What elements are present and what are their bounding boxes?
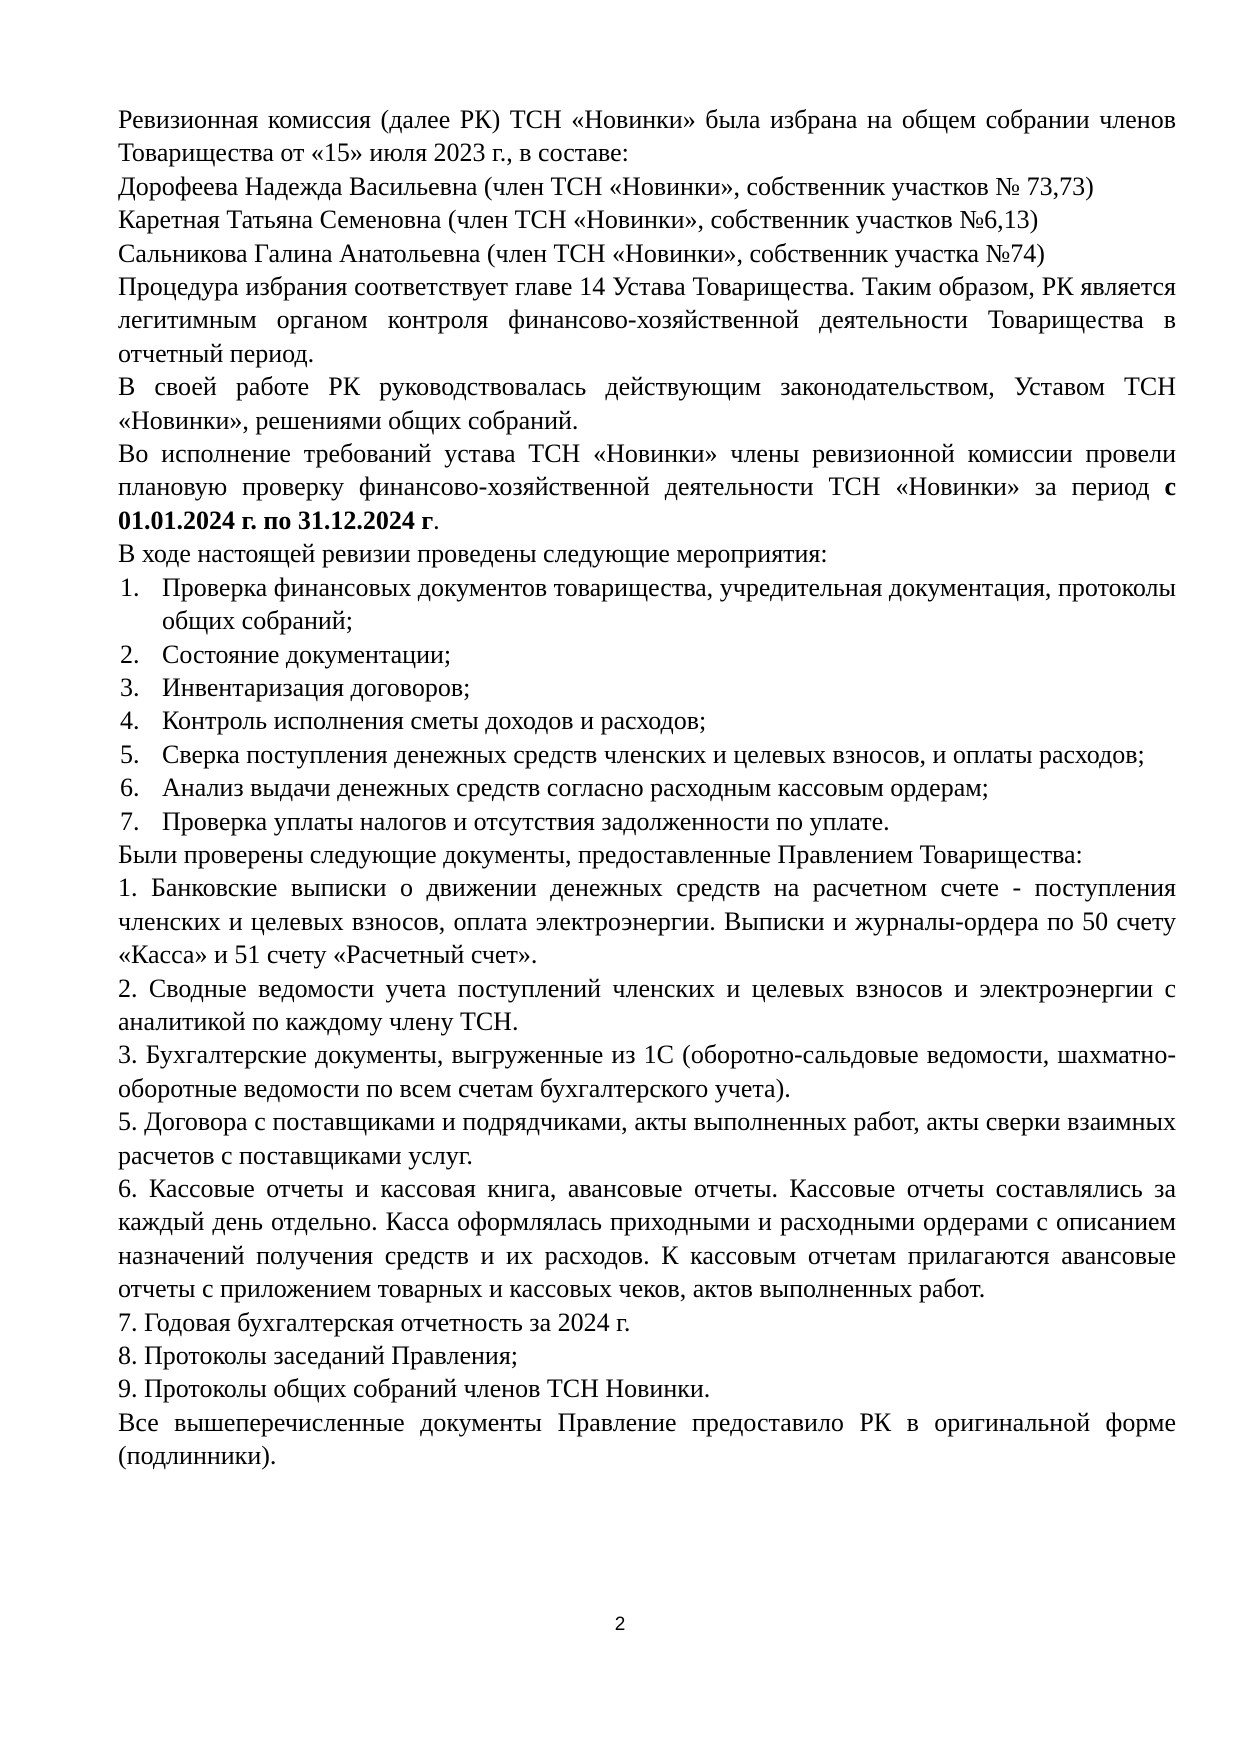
list-item-number: 3.: [120, 672, 140, 702]
document-item-3: 3. Бухгалтерские документы, выгруженные из 1С (оборотно-сальдовые ведомости, шахматно-оборотные ведомости по всем счетам бухгалтерского учета).: [118, 1040, 1176, 1103]
list-item-text: Сверка поступления денежных средств членских и целевых взносов, и оплаты расходов;: [162, 739, 1145, 769]
procedure-paragraph: Процедура избрания соответствует главе 14 Устава Товарищества. Таким образом, РК является легитимным органом контроля финансово-хозяйственной деятельности Товарищества в отчетный период.: [118, 272, 1176, 368]
member-dorofeeva: Дорофеева Надежда Васильевна (член ТСН «Новинки», собственник участков № 73,73): [118, 171, 1094, 201]
list-item-number: 2.: [120, 639, 140, 669]
document-page: [118, 103, 1176, 1473]
document-item-7: 7. Годовая бухгалтерская отчетность за 2024 г.: [118, 1307, 631, 1337]
document-item-6: 6. Кассовые отчеты и кассовая книга, авансовые отчеты. Кассовые отчеты составлялись за каждый день отдельно. Касса оформлялась приходными и расходными ордерами с описанием назначений получения средств и их расходов. К кассовым отчетам прилагаются авансовые отчеты с приложением товарных и кассовых чеков, актов выполненных работ.: [118, 1174, 1176, 1304]
list-item-text: Контроль исполнения сметы доходов и расходов;: [162, 706, 707, 736]
member-karetnaya: Каретная Татьяна Семеновна (член ТСН «Новинки», собственник участков №6,13): [118, 205, 1039, 235]
audit-text-prefix: Во исполнение требований устава ТСН «Новинки» члены ревизионной комиссии провели плановую проверку финансово-хозяйственной деятельности ТСН «Новинки» за период: [118, 439, 1176, 502]
list-item: [118, 671, 1176, 704]
document-item-9: 9. Протоколы общих собраний членов ТСН Новинки.: [118, 1374, 711, 1404]
list-item-text: Анализ выдачи денежных средств согласно расходным кассовым ордерам;: [162, 773, 989, 803]
member-salnikova: Сальникова Галина Анатольевна (член ТСН «Новинки», собственник участка №74): [118, 238, 1045, 268]
guided-paragraph: В своей работе РК руководствовалась действующим законодательством, Уставом ТСН «Новинки», решениями общих собраний.: [118, 372, 1176, 435]
audit-paragraph: [118, 437, 1176, 537]
activities-list: [118, 571, 1176, 838]
document-item-5: 5. Договора с поставщиками и подрядчиками, акты выполненных работ, акты сверки взаимных расчетов с поставщиками услуг.: [118, 1107, 1176, 1170]
list-item: [118, 738, 1176, 771]
list-item: [118, 638, 1176, 671]
list-item-number: 1.: [120, 572, 140, 602]
list-item: [118, 771, 1176, 804]
list-item-text: Проверка финансовых документов товарищества, учредительная документация, протоколы общих собраний;: [162, 572, 1176, 636]
list-item-text: Состояние документации;: [162, 639, 452, 669]
list-item-number: 5.: [120, 739, 140, 769]
conclusion-paragraph: Все вышеперечисленные документы Правление предоставило РК в оригинальной форме (подлинники).: [118, 1407, 1176, 1471]
list-item-text: Проверка уплаты налогов и отсутствия задолженности по уплате.: [162, 806, 890, 836]
documents-intro: Были проверены следующие документы, предоставленные Правлением Товарищества:: [118, 839, 1083, 869]
list-item: [118, 704, 1176, 737]
list-item-number: 6.: [120, 773, 140, 803]
activities-intro: В ходе настоящей ревизии проведены следующие мероприятия:: [118, 539, 828, 569]
list-item-number: 7.: [120, 806, 140, 836]
page-number: 2: [614, 1614, 626, 1635]
document-item-8: 8. Протоколы заседаний Правления;: [118, 1341, 519, 1371]
document-item-2: 2. Сводные ведомости учета поступлений членских и целевых взносов и электроэнергии с аналитикой по каждому члену ТСН.: [118, 973, 1176, 1036]
list-item: [118, 805, 1176, 838]
document-item-1: 1. Банковские выписки о движении денежных средств на расчетном счете - поступления членских и целевых взносов, оплата электроэнергии. Выписки и журналы-ордера по 50 счету «Касса» и 51 счету «Расчетный счет».: [118, 873, 1176, 970]
audit-period: с 01.01.2024 г. по 31.12.2024 г: [118, 472, 1176, 535]
list-item-text: Инвентаризация договоров;: [162, 672, 471, 702]
intro-paragraph: Ревизионная комиссия (далее РК) ТСН «Новинки» была избрана на общем собрании членов Товарищества от «15» июля 2023 г., в составе:: [118, 105, 1176, 168]
list-item: [118, 571, 1176, 638]
list-item-number: 4.: [120, 706, 140, 736]
audit-text-suffix: .: [433, 505, 440, 535]
